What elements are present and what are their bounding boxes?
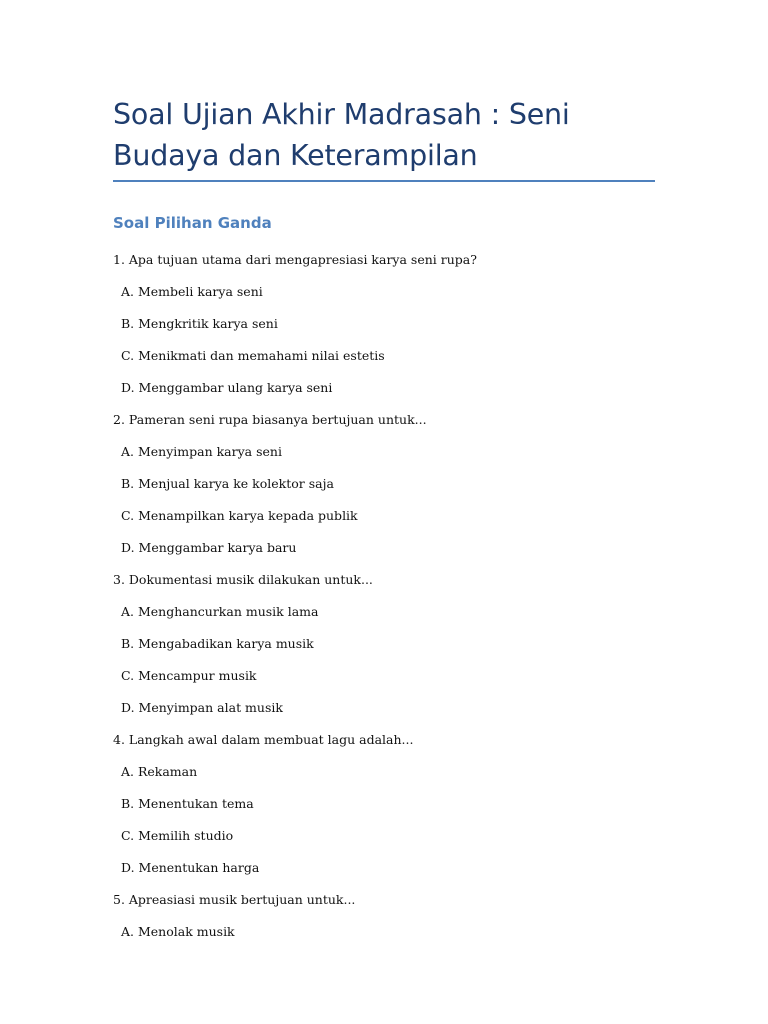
answer-option: A. Menolak musik [121, 923, 235, 939]
answer-option: B. Mengabadikan karya musik [121, 635, 314, 651]
question-text: 1. Apa tujuan utama dari mengapresiasi karya seni rupa? [113, 251, 477, 267]
document-title: Soal Ujian Akhir Madrasah : Seni Budaya dan Keterampilan [113, 98, 570, 172]
title-underline [113, 180, 655, 182]
question-text: 5. Apreasiasi musik bertujuan untuk... [113, 891, 356, 907]
answer-option: B. Menentukan tema [121, 795, 254, 811]
answer-option: B. Menjual karya ke kolektor saja [121, 475, 334, 491]
answer-option: D. Menyimpan alat musik [121, 699, 283, 715]
answer-option: A. Rekaman [121, 763, 198, 779]
answer-option: A. Menyimpan karya seni [121, 443, 282, 459]
answer-option: C. Menikmati dan memahami nilai estetis [121, 347, 385, 363]
answer-option: D. Menentukan harga [121, 859, 260, 875]
answer-option: C. Memilih studio [121, 827, 234, 843]
answer-option: D. Menggambar ulang karya seni [121, 379, 333, 395]
answer-option: A. Menghancurkan musik lama [121, 603, 319, 619]
answer-option: C. Mencampur musik [121, 667, 257, 683]
question-text: 2. Pameran seni rupa biasanya bertujuan untuk... [113, 411, 427, 427]
question-text: 4. Langkah awal dalam membuat lagu adalah... [113, 731, 414, 747]
answer-option: D. Menggambar karya baru [121, 539, 297, 555]
answer-option: B. Mengkritik karya seni [121, 315, 278, 331]
section-heading: Soal Pilihan Ganda [113, 214, 272, 232]
question-text: 3. Dokumentasi musik dilakukan untuk... [113, 571, 373, 587]
answer-option: C. Menampilkan karya kepada publik [121, 507, 358, 523]
answer-option: A. Membeli karya seni [121, 283, 263, 299]
